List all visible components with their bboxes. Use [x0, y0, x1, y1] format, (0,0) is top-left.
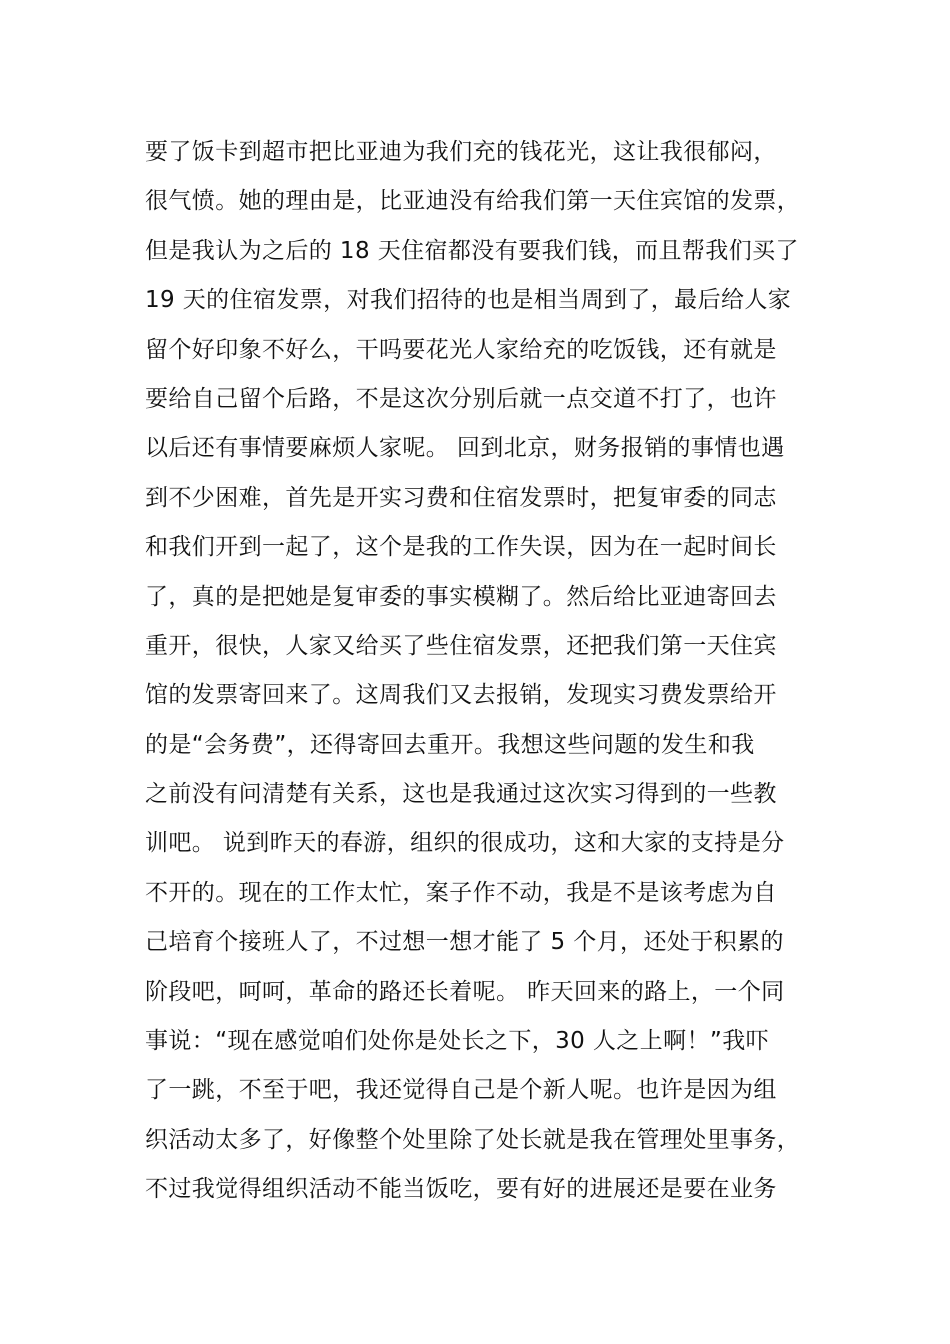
text-line: 以后还有事情要麻烦人家呢。 回到北京，财务报销的事情也遇 — [145, 435, 785, 462]
text-line: 了，真的是把她是复审委的事实模糊了。然后给比亚迪寄回去 — [145, 583, 777, 610]
text-line: 但是我认为之后的 18 天住宿都没有要我们钱，而且帮我们买了 — [145, 237, 799, 264]
text-line: 要了饭卡到超市把比亚迪为我们充的钱花光，这让我很郁闷， — [145, 139, 777, 165]
text-line: 重开，很快，人家又给买了些住宿发票，还把我们第一天住宾 — [145, 632, 777, 659]
text-line: 不开的。现在的工作太忙，案子作不动，我是不是该考虑为自 — [145, 879, 777, 906]
text-line: 19 天的住宿发票，对我们招待的也是相当周到了，最后给人家 — [145, 287, 792, 314]
text-line: 阶段吧，呵呵，革命的路还长着呢。 昨天回来的路上，一个同 — [145, 978, 785, 1005]
text-line: 到不少困难，首先是开实习费和住宿发票时，把复审委的同志 — [145, 484, 777, 511]
text-line: 留个好印象不好么，干吗要花光人家给充的吃饭钱，还有就是 — [145, 336, 777, 363]
text-line: 织活动太多了，好像整个处里除了处长就是我在管理处里事务， — [145, 1126, 801, 1153]
body-text — [145, 128, 845, 1215]
text-line: 之前没有问清楚有关系，这也是我通过这次实习得到的一些教 — [145, 781, 777, 808]
text-line: 的是“会务费”，还得寄回去重开。我想这些问题的发生和我 — [145, 731, 755, 758]
text-line: 了一跳，不至于吧，我还觉得自己是个新人呢。也许是因为组 — [145, 1077, 777, 1104]
text-line: 训吧。 说到昨天的春游，组织的很成功，这和大家的支持是分 — [145, 830, 785, 857]
text-line: 馆的发票寄回来了。这周我们又去报销，发现实习费发票给开 — [145, 682, 777, 709]
text-line: 己培育个接班人了，不过想一想才能了 5 个月，还处于积累的 — [145, 929, 784, 956]
text-line: 很气愤。她的理由是，比亚迪没有给我们第一天住宾馆的发票， — [145, 188, 801, 215]
text-line: 事说：“现在感觉咱们处你是处长之下，30 人之上啊！”我吓 — [145, 1028, 770, 1055]
text-line: 不过我觉得组织活动不能当饭吃，要有好的进展还是要在业务 — [145, 1176, 777, 1203]
text-line: 和我们开到一起了，这个是我的工作失误，因为在一起时间长 — [145, 534, 777, 561]
text-line: 要给自己留个后路，不是这次分别后就一点交道不打了，也许 — [145, 385, 777, 412]
